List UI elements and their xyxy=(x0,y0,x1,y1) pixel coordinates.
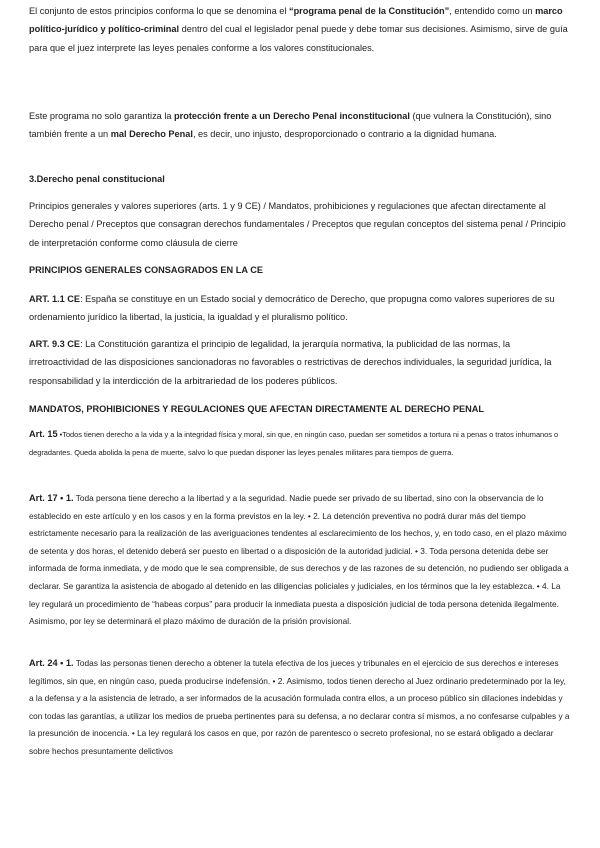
article-text: : España se constituye en un Estado social y democrático de Derecho, que propugna como valores superiores de su ordenamiento jurídico la libertad, la justicia, la igualdad y el pluralismo político. xyxy=(29,294,555,323)
text-run: dentro del cual el legislador penal puede y debe tomar sus decisiones. Asimismo, sirve de guía para que el juez interprete las leyes penales conforme a los valores constitucionales. xyxy=(29,24,568,53)
bold-term-mal-derecho: mal Derecho Penal xyxy=(110,129,193,140)
article-text: Toda persona tiene derecho a la libertad y a la seguridad. Nadie puede ser privado de su libertad, sino con la observancia de lo establecido en este artículo y en los casos y en la forma previstos en la ley. • 2. La detención preventiva no podrá durar más del tiempo estrictamente necesario para la realización de las averiguaciones tendentes al esclarecimiento de los hechos, y, en todo caso, en el plazo máximo de setenta y dos horas, el detenido deberá ser puesto en libertad o a disposición de la autoridad judicial. • 3. Toda persona detenida debe ser informada de forma inmediata, y de modo que le sea comprensible, de sus derechos y de las razones de su detención, no pudiendo ser obligada a declarar. Se garantiza la asistencia de abogado al detenido en las diligencias policiales y judiciales, en los términos que la ley establezca. • 4. La ley regulará un procedimiento de “habeas corpus” para producir la inmediata puesta a disposición judicial de toda persona detenida ilegalmente. Asimismo, por ley se determinará el plazo máximo de duración de la prisión provisional. xyxy=(29,493,569,627)
bold-term-marco: marco político-jurídico y político-criminal xyxy=(29,6,563,35)
paragraph-contenido: Principios generales y valores superiores (arts. 1 y 9 CE) / Mandatos, prohibiciones y regulaciones que afectan directamente al Derecho penal / Preceptos que consagran derechos fundamentales / Preceptos que regulan conceptos del sistema penal / Principio de interpretación conforme como cláusula de cierre xyxy=(29,201,566,248)
article-text: •Todos tienen derecho a la vida y a la integridad física y moral, sin que, en ningún caso, puedan ser sometidos a tortura ni a penas o tratos inhumanos o degradantes. Queda abolida la pena de muerte, salvo lo que puedan disponer las leyes penales militares para tiempos de guerra. xyxy=(29,430,559,457)
paragraph-proteccion xyxy=(29,107,570,144)
heading-mandatos: MANDATOS, PROHIBICIONES Y REGULACIONES QUE AFECTAN DIRECTAMENTE AL DERECHO PENAL xyxy=(29,404,484,414)
article-text: : La Constitución garantiza el principio de legalidad, la jerarquía normativa, la publicidad de las normas, la irretroactividad de las disposiciones sancionadoras no favorables o restrictivas de derechos individuales, la seguridad jurídica, la responsabilidad y la interdicción de la arbitrariedad de los poderes públicos. xyxy=(29,339,552,386)
paragraph-programa-penal xyxy=(29,2,570,57)
article-label: Art. 15 xyxy=(29,429,58,439)
paragraph-art-1-1 xyxy=(29,290,570,327)
bold-term-proteccion: protección frente a un Derecho Penal inconstitucional xyxy=(174,111,410,121)
article-text: Todas las personas tienen derecho a obtener la tutela efectiva de los jueces y tribunales en el ejercicio de sus derechos e intereses legítimos, sin que, en ningún caso, pueda producirse indefensión. • 2. Asimismo, todos tienen derecho al Juez ordinario predeterminado por la ley, a la defensa y a la asistencia de letrado, a ser informados de la acusación formulada contra ellos, a un proceso público sin dilaciones indebidas y con todas las garantías, a utilizar los medios de prueba pertinentes para su defensa, a no declarar contra sí mismos, a no confesarse culpables y a la presunción de inocencia. • La ley regulará los casos en que, por razón de parentesco o secreto profesional, no se estará obligado a declarar sobre hechos presuntamente delictivos xyxy=(29,658,570,756)
bold-term-programa-penal: “programa penal de la Constitución” xyxy=(288,6,450,16)
article-label: Art. 24 • 1. xyxy=(29,658,74,668)
text-run: Este programa no solo garantiza la xyxy=(29,111,175,121)
text-run: El conjunto de estos principios conforma lo que se denomina el xyxy=(29,6,289,16)
section-heading-derecho-penal-constitucional: 3.Derecho penal constitucional xyxy=(29,174,165,184)
text-run: , entendido como un xyxy=(449,6,536,16)
article-label: ART. 9.3 CE xyxy=(29,339,81,349)
heading-principios-generales: PRINCIPIOS GENERALES CONSAGRADOS EN LA CE xyxy=(29,265,263,275)
text-run: (que vulnera la Constitución), sino también frente a un xyxy=(29,111,552,140)
paragraph-art-15 xyxy=(29,426,570,461)
article-label: Art. 17 • 1. xyxy=(29,493,74,503)
paragraph-art-17 xyxy=(29,490,570,631)
article-label: ART. 1.1 CE xyxy=(29,294,81,304)
text-run: , es decir, uno injusto, desproporcionado o contrario a la dignidad humana. xyxy=(192,129,497,140)
paragraph-art-9-3 xyxy=(29,335,570,390)
paragraph-art-24 xyxy=(29,655,570,761)
